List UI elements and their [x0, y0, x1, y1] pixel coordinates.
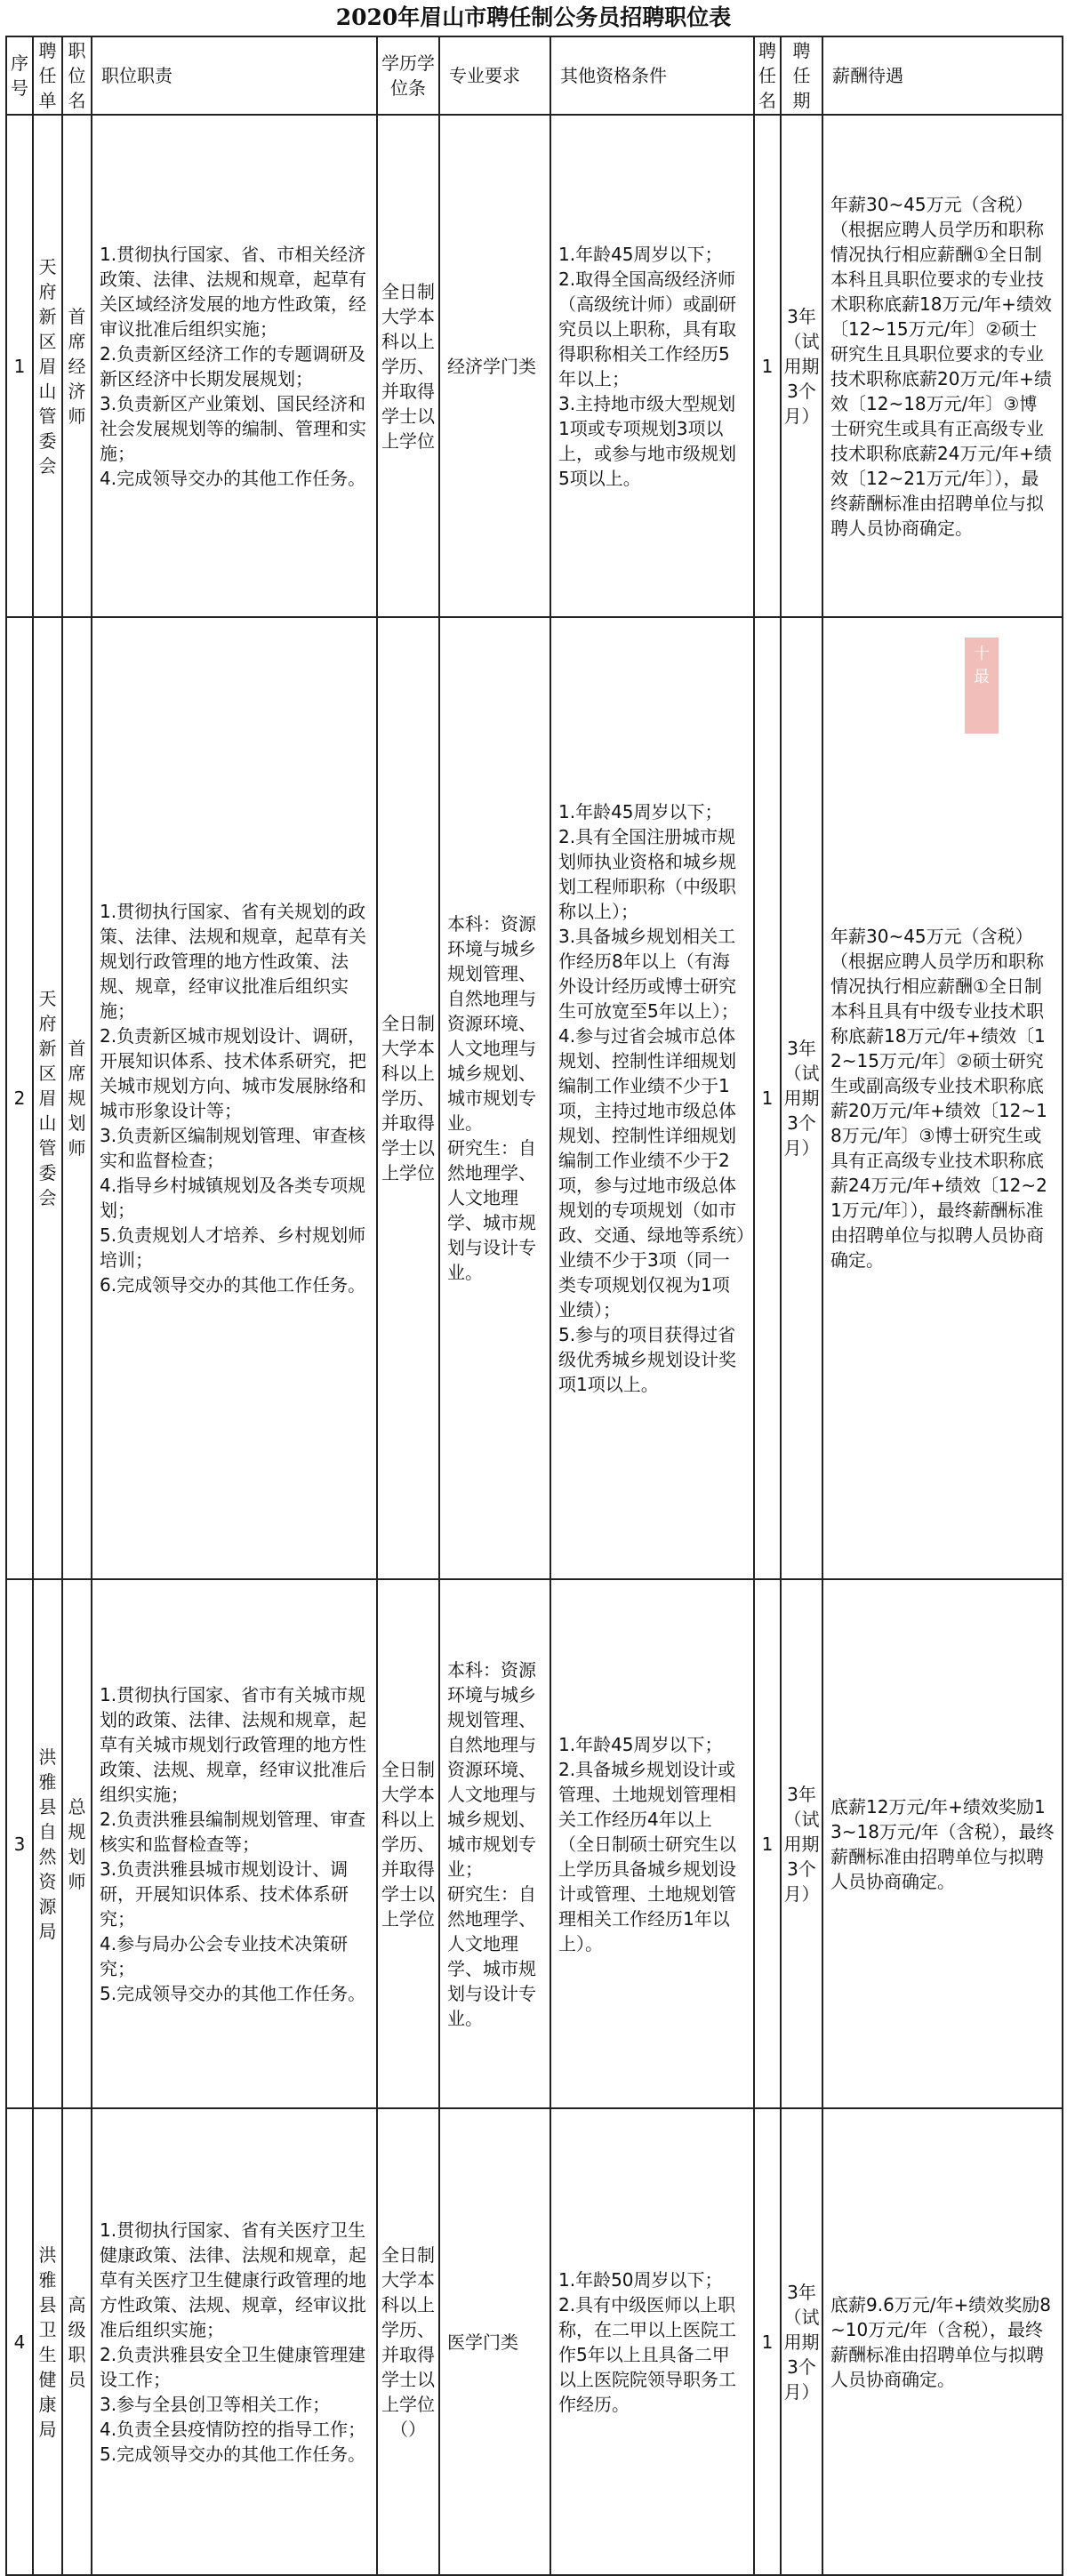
row-unit: 洪雅县卫生健康局: [33, 2108, 62, 2575]
row-education: 全日制大学本科以上学历、并取得学士以上学位: [377, 1579, 439, 2108]
table-row: [6, 115, 1063, 617]
row-duties: 1.贯彻执行国家、省、市相关经济政策、法律、法规和规章，起草有关区域经济发展的地方性政策，经审议批准后组织实施； 2.负责新区经济工作的专题调研及新区经济中长期发展规划； 3.负责新区产业策划、国民经济和社会发展规划等的编制、管理和实施； 4.完成领导交办的其他工作任务。: [92, 115, 377, 617]
recruitment-table: [5, 36, 1063, 2576]
header-major: 专业要求: [439, 36, 550, 115]
row-qualifications: 1.年龄50周岁以下； 2.具有中级医师以上职称，在二甲以上医院工作5年以上且具备二甲以上医院院领导职务工作经历。: [550, 2108, 754, 2575]
row-education: 全日制大学本科以上学历、并取得学士以上学位（）: [377, 2108, 439, 2575]
row-major: 本科：资源环境与城乡规划管理、自然地理与资源环境、人文地理与城乡规划、城市规划专业； 研究生：自然地理学、人文地理学、城市规划与设计专业。: [439, 1579, 550, 2108]
row-qualifications: 1.年龄45周岁以下； 2.具有全国注册城市规划师执业资格和城乡规划工程师职称（中级职称以上）； 3.具备城乡规划相关工作经历8年以上（有海外设计经历或博士研究生可放宽至5年以上）； 4.参与过省会城市总体规划、控制性详细规划编制工作业绩不少于1项，主持过地市级总体规划、控制性详细规划编制工作业绩不少于2项，参与过地市级总体规划的专项规划（如市政、交通、绿地等系统）业绩不少于3项（同一类专项规划仅视为1项业绩）； 5.参与的项目获得过省级优秀城乡规划设计奖项1项以上。: [550, 617, 754, 1579]
row-count: 1: [754, 115, 781, 617]
row-unit: 天府新区眉山管委会: [33, 115, 62, 617]
header-qualifications: 其他资格条件: [550, 36, 754, 115]
row-qualifications: 1.年龄45周岁以下； 2.取得全国高级经济师（高级统计师）或副研究员以上职称，具有取得职称相关工作经历5年以上； 3.主持地市级大型规划1项或专项规划3项以上，或参与地市级规划5项以上。: [550, 115, 754, 617]
row-seq: 2: [6, 617, 33, 1579]
row-unit: 天府新区眉山管委会: [33, 617, 62, 1579]
row-count: 1: [754, 617, 781, 1579]
row-education: 全日制大学本科以上学历、并取得学士以上学位: [377, 617, 439, 1579]
row-term: 3年（试用期3个月）: [781, 1579, 822, 2108]
row-position: 高级职员: [62, 2108, 92, 2575]
row-term: 3年（试用期3个月）: [781, 617, 822, 1579]
row-education: 全日制大学本科以上学历、并取得学士以上学位: [377, 115, 439, 617]
row-salary: 年薪30~45万元（含税）（根据应聘人员学历和职称情况执行相应薪酬①全日制本科且具职位要求的专业技术职称底薪18万元/年+绩效〔12~15万元/年〕②硕士研究生且具职位要求的专业技术职称底薪20万元/年+绩效〔12~18万元/年〕③博士研究生或具有正高级专业技术职称底薪24万元/年+绩效〔12~21万元/年〕），最终薪酬标准由招聘单位与拟聘人员协商确定。: [822, 115, 1063, 617]
table-row: [6, 1579, 1063, 2108]
row-unit: 洪雅县自然资源局: [33, 1579, 62, 2108]
row-position: 首席规划师: [62, 617, 92, 1579]
header-duties: 职位职责: [92, 36, 377, 115]
row-salary: 底薪9.6万元/年+绩效奖励8~10万元/年（含税），最终薪酬标准由招聘单位与拟聘人员协商确定。: [822, 2108, 1063, 2575]
header-education: 学历学位条: [377, 36, 439, 115]
row-seq: 1: [6, 115, 33, 617]
page-title: 2020年眉山市聘任制公务员招聘职位表: [335, 4, 732, 30]
row-major: 医学门类: [439, 2108, 550, 2575]
table-row: [6, 617, 1063, 1579]
row-seq: 3: [6, 1579, 33, 2108]
row-duties: 1.贯彻执行国家、省有关医疗卫生健康政策、法律、法规和规章，起草有关医疗卫生健康行政管理的地方性政策、法规、规章，经审议批准后组织实施； 2.负责洪雅县安全卫生健康管理建设工作； 3.参与全县创卫等相关工作； 4.负责全县疫情防控的指导工作； 5.完成领导交办的其他工作任务。: [92, 2108, 377, 2575]
row-major: 本科：资源环境与城乡规划管理、自然地理与资源环境、人文地理与城乡规划、城市规划专业。 研究生：自然地理学、人文地理学、城市规划与设计专业。: [439, 617, 550, 1579]
row-seq: 4: [6, 2108, 33, 2575]
header-count: 聘任名: [754, 36, 781, 115]
row-term: 3年（试用期3个月）: [781, 115, 822, 617]
row-qualifications: 1.年龄45周岁以下； 2.具备城乡规划设计或管理、土地规划管理相关工作经历4年以上（全日制硕士研究生以上学历具备城乡规划设计或管理、土地规划管理相关工作经历1年以上）。: [550, 1579, 754, 2108]
row-position: 总规划师: [62, 1579, 92, 2108]
row-duties: 1.贯彻执行国家、省有关规划的政策、法律、法规和规章，起草有关规划行政管理的地方性政策、法规、规章，经审议批准后组织实施； 2.负责新区城市规划设计、调研，开展知识体系、技术体系研究，把关城市规划方向、城市发展脉络和城市形象设计等； 3.负责新区编制规划管理、审查核实和监督检查； 4.指导乡村城镇规划及各类专项规划； 5.负责规划人才培养、乡村规划师培训； 6.完成领导交办的其他工作任务。: [92, 617, 377, 1579]
header-salary: 薪酬待遇: [822, 36, 1063, 115]
row-duties: 1.贯彻执行国家、省市有关城市规划的政策、法律、法规和规章，起草有关城市规划行政管理的地方性政策、法规、规章，经审议批准后组织实施； 2.负责洪雅县编制规划管理、审查核实和监督检查等； 3.负责洪雅县城市规划设计、调研，开展知识体系、技术体系研究； 4.参与局办公会专业技术决策研究； 5.完成领导交办的其他工作任务。: [92, 1579, 377, 2108]
row-salary: 底薪12万元/年+绩效奖励13~18万元/年（含税），最终薪酬标准由招聘单位与拟聘人员协商确定。: [822, 1579, 1063, 2108]
header-seq: 序号: [6, 36, 33, 115]
header-position: 职位名: [62, 36, 92, 115]
watermark-logo: 十 最: [965, 638, 999, 734]
row-position: 首席经济师: [62, 115, 92, 617]
row-term: 3年（试用期3个月）: [781, 2108, 822, 2575]
row-count: 1: [754, 1579, 781, 2108]
table-row: [6, 2108, 1063, 2575]
row-major: 经济学门类: [439, 115, 550, 617]
header-term: 聘任期: [781, 36, 822, 115]
row-count: 1: [754, 2108, 781, 2575]
row-salary: 年薪30~45万元（含税）（根据应聘人员学历和职称情况执行相应薪酬①全日制本科且具有中级专业技术职称底薪18万元/年+绩效〔12~15万元/年〕②硕士研究生或副高级专业技术职称底薪20万元/年+绩效〔12~18万元/年〕③博士研究生或具有正高级专业技术职称底薪24万元/年+绩效〔12~21万元/年〕），最终薪酬标准由招聘单位与拟聘人员协商确定。: [822, 617, 1063, 1579]
header-row: [6, 36, 1063, 115]
header-unit: 聘任单: [33, 36, 62, 115]
